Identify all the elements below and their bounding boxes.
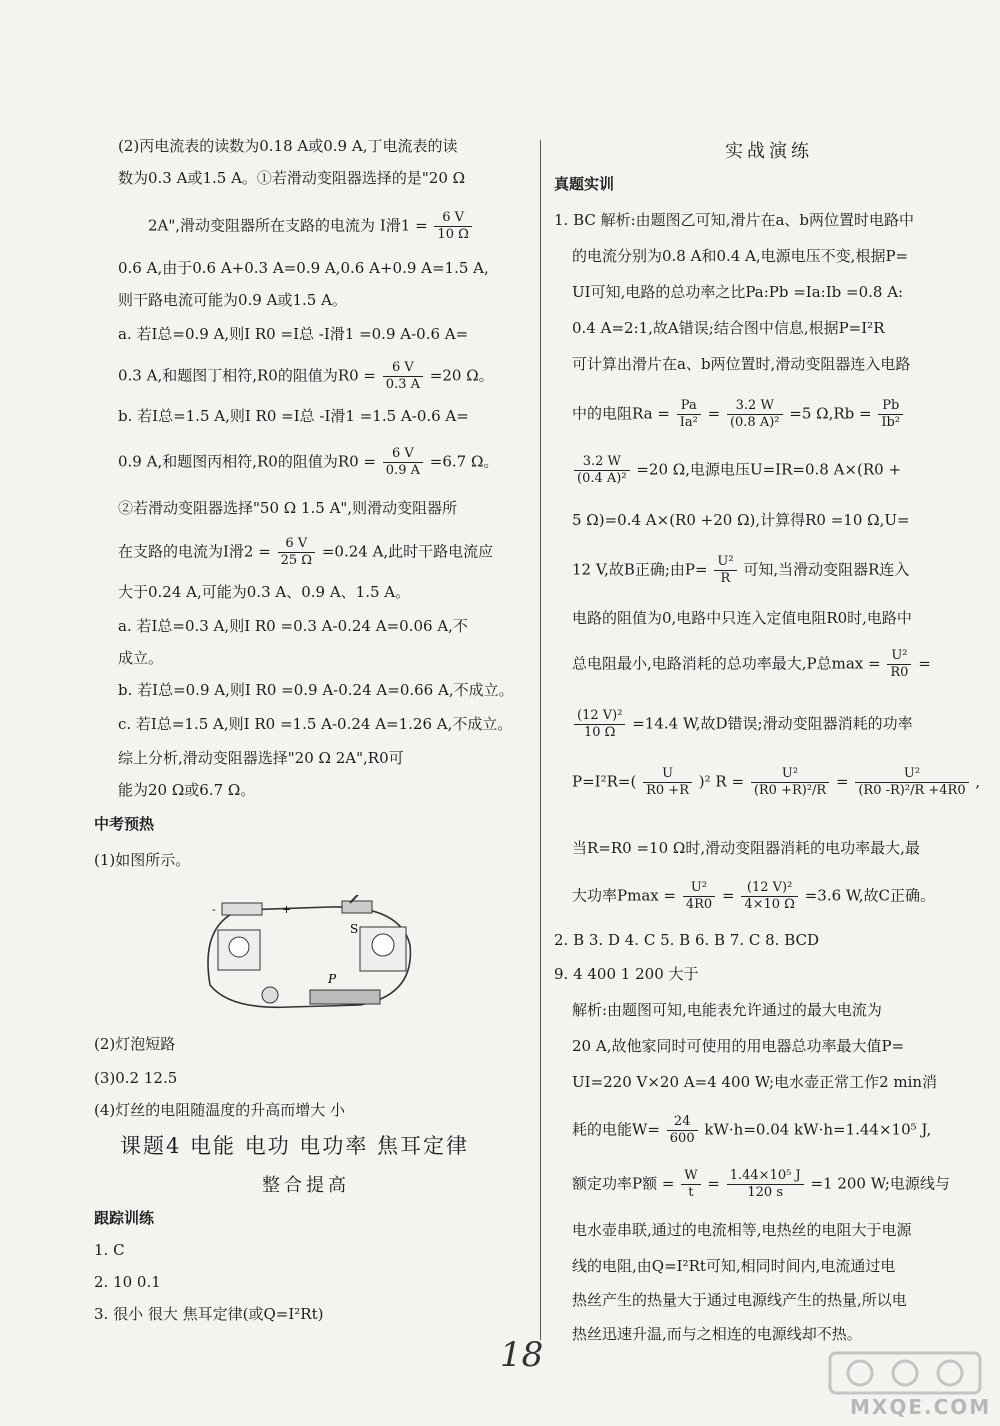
fraction: $\frac{\text{U²}}{4R0}$ — [683, 880, 715, 913]
fraction: $\frac{3.2 W}{\text{(0.8 A)²}}$ — [727, 398, 783, 431]
text-line: 当R=R0 =10 Ω时,滑动变阻器消耗的电功率最大,最 — [572, 839, 920, 857]
text-line: (2)丙电流表的读数为0.18 A或0.9 A,丁电流表的读 — [118, 137, 458, 155]
text-line: (4)灯丝的电阻随温度的升高而增大 小 — [94, 1101, 346, 1119]
text-line: b. 若I总=0.9 A,则I R0 =0.9 A-0.24 A=0.66 A,不成立。 — [118, 681, 514, 699]
text-line: a. 若I总=0.9 A,则I R0 =I总 -I滑1 =0.9 A-0.6 A= — [118, 325, 469, 343]
text-line: (2)灯泡短路 — [94, 1035, 176, 1053]
text-line-with-fraction: $\frac{3.2 W}{\text{(0.4 A)²}}$ =20 Ω,电源电压U=IR=0.8 A×(R0 + — [572, 454, 901, 487]
text-line: 则干路电流可能为0.9 A或1.5 A。 — [118, 291, 347, 309]
circuit-figure — [200, 895, 420, 1025]
text-line: 解析:由题图可知,电能表允许通过的最大电流为 — [572, 1001, 882, 1019]
section-heading: 中考预热 — [94, 815, 155, 833]
fraction: $\frac{3.2 W}{\text{(0.4 A)²}}$ — [574, 454, 630, 487]
switch-label: S — [350, 922, 359, 936]
text-line: 2. 10 0.1 — [94, 1273, 161, 1291]
watermark-text: MXQE.COM — [850, 1395, 992, 1419]
fraction: $\frac{U}{R0 +R}$ — [643, 766, 692, 799]
text-line: UI=220 V×20 A=4 400 W;电水壶正常工作2 min消 — [572, 1073, 938, 1091]
text-line: UI可知,电路的总功率之比Pa:Pb =Ia:Ib =0.8 A: — [572, 283, 904, 301]
fraction: $\frac{6 V}{10 \Omega}$ — [434, 210, 471, 243]
text-line-with-fraction: 2A",滑动变阻器所在支路的电流为 I滑1 = $\frac{6 V}{10 \Omega}$ — [148, 210, 474, 243]
fraction: $\frac{\text{U²}}{\text{(R0 -R)²/R +4R0}}$ — [855, 766, 968, 799]
text-line: 热丝迅速升温,而与之相连的电源线却不热。 — [572, 1325, 862, 1343]
lesson-title: 课题4 电能 电功 电功率 焦耳定律 — [120, 1134, 470, 1158]
text-line: 能为20 Ω或6.7 Ω。 — [118, 781, 256, 799]
fraction: $\frac{\text{(12 V)²}}{4\times 10 \Omega}$ — [741, 880, 798, 913]
section-heading: 真题实训 — [554, 175, 615, 193]
text-line: 电路的阻值为0,电路中只连入定值电阻R0时,电路中 — [572, 609, 912, 627]
text-line-with-fraction: 中的电阻Ra = $\frac{Pa}{\text{Ia²}}$ = $\frac{3.2 W}{\text{(0.8 A)²}}$ =5 Ω,Rb = $\frac{Pb}{\text{Ib²}}$ — [572, 398, 905, 431]
text-line: (3)0.2 12.5 — [94, 1069, 178, 1087]
fraction: $\frac{\text{U²}}{\text{(R0 +R)²/R}}$ — [751, 766, 829, 799]
text-line: 综上分析,滑动变阻器选择"20 Ω 2A",R0可 — [118, 749, 404, 767]
text-line-with-fraction: 0.3 A,和题图丁相符,R0的阻值为R0 = $\frac{6 V}{0.3 A}$ =20 Ω。 — [118, 360, 494, 392]
text-line: 电水壶串联,通过的电流相等,电热丝的电阻大于电源 — [572, 1221, 912, 1239]
text-line: 2. B 3. D 4. C 5. B 6. B 7. C 8. BCD — [554, 931, 820, 949]
text-line: 数为0.3 A或1.5 A。①若滑动变阻器选择的是"20 Ω — [118, 169, 466, 187]
fraction: $\frac{Pa}{\text{Ia²}}$ — [677, 398, 701, 431]
text-line-with-fraction: 耗的电能W= $\frac{24}{600}$ kW·h=0.04 kW·h=1.44×10⁵ J, — [572, 1114, 932, 1146]
text-line: 20 A,故他家同时可使用的用电器总功率最大值P= — [572, 1037, 905, 1055]
formula-line: P=I²R=( $\frac{U}{R0 +R}$ )² R = $\frac{\text{U²}}{\text{(R0 +R)²/R}}$ = $\frac{\text{U²}}{\text{(R0 -R)²/R +4R0}}$ , — [572, 766, 981, 798]
text-line-with-fraction: 额定功率P额 = $\frac{W}{t}$ = $\frac{\text{1.44×10⁵ J}}{120 s}$ =1 200 W;电源线与 — [572, 1168, 950, 1200]
text-line-with-fraction: 在支路的电流为I滑2 = $\frac{6 V}{25 \Omega}$ =0.24 A,此时干路电流应 — [118, 536, 494, 568]
fraction: $\frac{6 V}{0.9 A}$ — [383, 446, 423, 479]
text-line: 热丝产生的热量大于通过电源线产生的热量,所以电 — [572, 1291, 907, 1309]
fraction: $\frac{24}{600}$ — [667, 1114, 698, 1147]
fraction: $\frac{\text{1.44×10⁵ J}}{120 s}$ — [727, 1168, 804, 1201]
text-line: c. 若I总=1.5 A,则I R0 =1.5 A-0.24 A=1.26 A,不成立。 — [118, 715, 513, 733]
rheostat-icon — [310, 990, 380, 1004]
fraction: $\frac{\text{U²}}{R0}$ — [887, 648, 911, 681]
text-line: 的电流分别为0.8 A和0.4 A,电源电压不变,根据P= — [572, 247, 909, 265]
page-number: 18 — [500, 1335, 544, 1375]
text-line: 1. C — [94, 1241, 125, 1259]
fraction: $\frac{6 V}{0.3 A}$ — [383, 360, 423, 393]
switch-icon — [342, 901, 372, 913]
text-line: ②若滑动变阻器选择"50 Ω 1.5 A",则滑动变阻器所 — [118, 499, 458, 517]
text-line: 3. 很小 很大 焦耳定律(或Q=I²Rt) — [94, 1305, 324, 1323]
battery-icon — [222, 903, 262, 915]
text-line-with-fraction: 大功率Pmax = $\frac{\text{U²}}{4R0}$ = $\frac{\text{(12 V)²}}{4\times 10 \Omega}$ =3.6 W,故C正确。 — [572, 880, 935, 912]
section-title: 实战演练 — [725, 141, 813, 162]
fraction: $\frac{\text{(12 V)²}}{10 \Omega}$ — [574, 708, 625, 741]
text-line: 成立。 — [118, 649, 164, 667]
text-line: a. 若I总=0.3 A,则I R0 =0.3 A-0.24 A=0.06 A,不 — [118, 617, 468, 635]
right-column — [540, 0, 1000, 1426]
text-line: 0.6 A,由于0.6 A+0.3 A=0.9 A,0.6 A+0.9 A=1.5 A, — [118, 259, 489, 277]
fraction: $\frac{\text{U²}}{R}$ — [714, 554, 736, 587]
text-line: 大于0.24 A,可能为0.3 A、0.9 A、1.5 A。 — [118, 583, 411, 601]
text-line-with-fraction: 12 V,故B正确;由P= $\frac{\text{U²}}{R}$ 可知,当滑动变阻器R连入 — [572, 554, 910, 586]
subsection-title: 整合提高 — [262, 1175, 350, 1196]
text-line-with-fraction: 0.9 A,和题图丙相符,R0的阻值为R0 = $\frac{6 V}{0.9 A}$ =6.7 Ω。 — [118, 446, 499, 478]
section-heading: 跟踪训练 — [94, 1209, 155, 1227]
text-line: 1. BC 解析:由题图乙可知,滑片在a、b两位置时电路中 — [554, 211, 914, 229]
slider-label: P — [328, 972, 337, 986]
plus-label: + — [282, 903, 292, 916]
text-line: b. 若I总=1.5 A,则I R0 =I总 -I滑1 =1.5 A-0.6 A= — [118, 407, 469, 425]
fraction: $\frac{Pb}{\text{Ib²}}$ — [878, 398, 903, 431]
fraction: $\frac{6 V}{25 \Omega}$ — [278, 536, 315, 569]
bulb-icon — [262, 987, 278, 1003]
text-line: 9. 4 400 1 200 大于 — [554, 965, 699, 983]
text-line-with-fraction: 总电阻最小,电路消耗的总功率最大,P总max = $\frac{\text{U²}}{R0}$ = — [572, 648, 931, 680]
minus-label: - — [212, 903, 216, 916]
text-line: 0.4 A=2:1,故A错误;结合图中信息,根据P=I²R — [572, 319, 885, 337]
text-line: (1)如图所示。 — [94, 851, 191, 869]
text-line-with-fraction: $\frac{\text{(12 V)²}}{10 \Omega}$ =14.4 W,故D错误;滑动变阻器消耗的功率 — [572, 708, 913, 741]
text-line: 线的电阻,由Q=I²Rt可知,相同时间内,电流通过电 — [572, 1257, 896, 1275]
text-line: 可计算出滑片在a、b两位置时,滑动变阻器连入电路 — [572, 355, 911, 373]
fraction: $\frac{W}{t}$ — [681, 1168, 700, 1201]
text-line: 5 Ω)=0.4 A×(R0 +20 Ω),计算得R0 =10 Ω,U= — [572, 511, 910, 529]
